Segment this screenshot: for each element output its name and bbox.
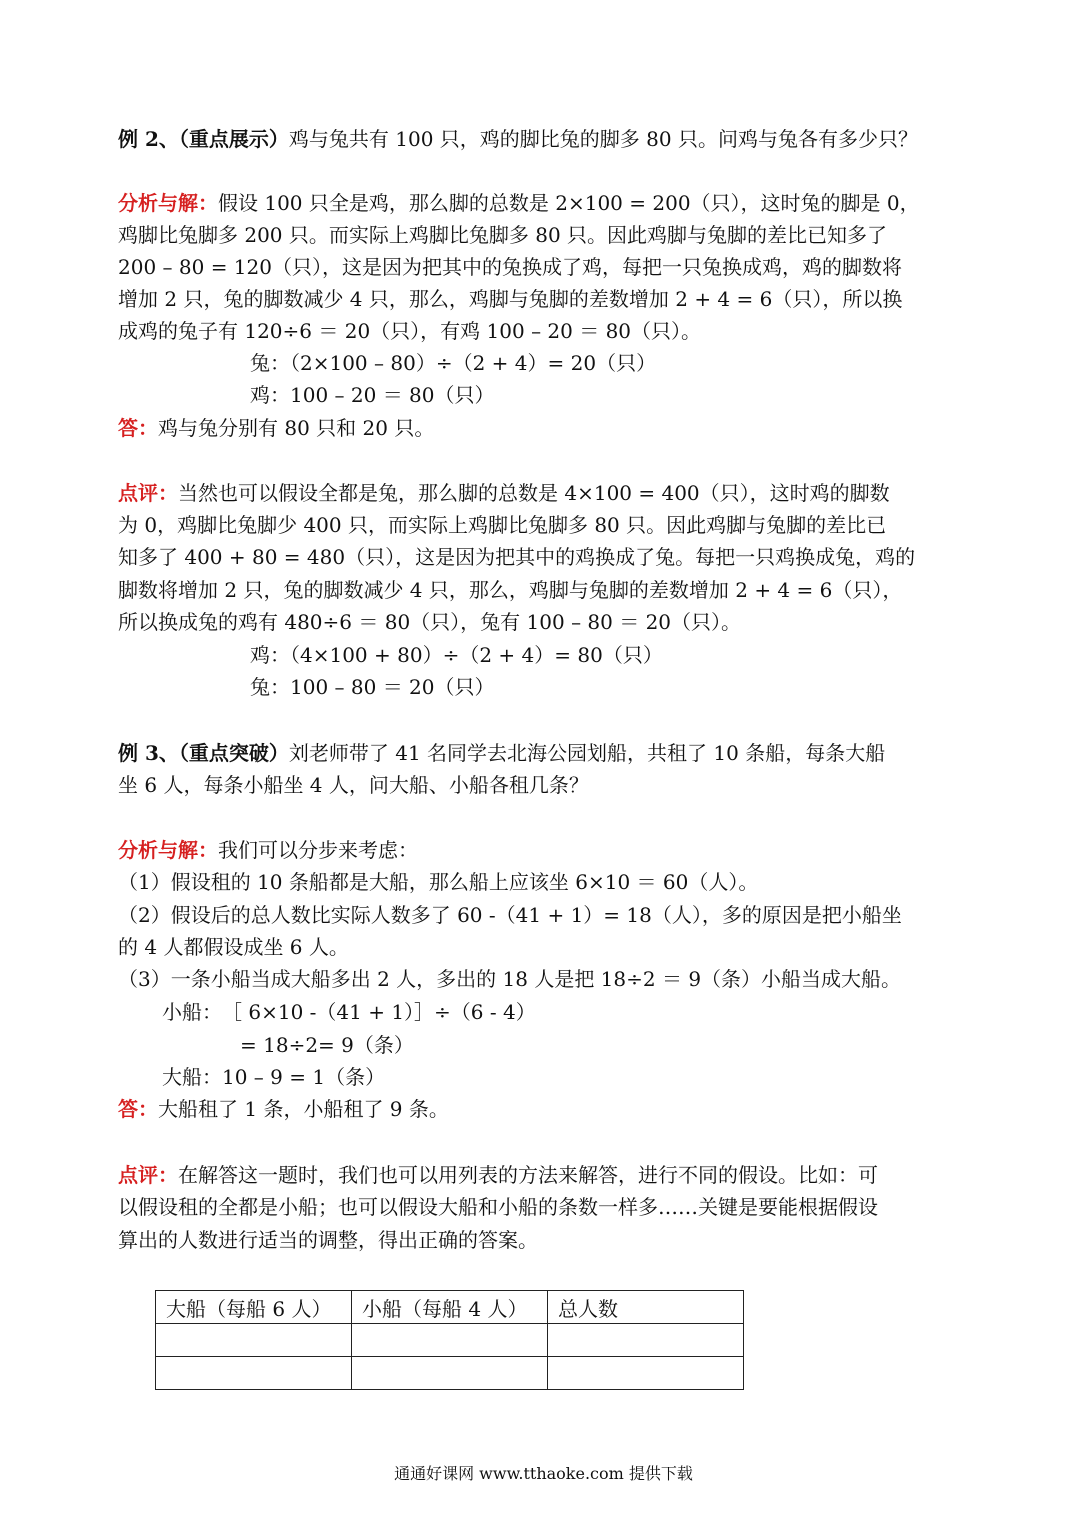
ex2-comment-label: 点评： <box>118 481 178 505</box>
ex2-comment-line-4: 脚数将增加 2 只，兔的脚数减少 4 只，那么，鸡脚与兔脚的差数增加 2 + 4 = 6（只）， <box>118 578 903 602</box>
table-cell <box>156 1324 352 1357</box>
ex3-step-3: （3）一条小船当成大船多出 2 人，多出的 18 人是把 18÷2 ＝ 9（条）小船当成大船。 <box>118 967 902 991</box>
ex3-answer-label: 答： <box>118 1097 158 1121</box>
table-cell <box>156 1357 352 1390</box>
ex2-comment-line-1: 点评：当然也可以假设全都是兔，那么脚的总数是 4×100 = 400（只），这时鸡的脚数 <box>118 481 890 505</box>
ex2-answer: 答：鸡与兔分别有 80 只和 20 只。 <box>118 416 435 440</box>
ex2-title <box>118 124 918 154</box>
ex3-step-2: （2）假设后的总人数比实际人数多了 60 -（41 + 1）= 18（人），多的原因是把小船坐 <box>118 903 902 927</box>
ex3-analysis-label: 分析与解： <box>118 838 218 862</box>
ex3-label: 例 3、 <box>118 741 179 765</box>
ex2-comment-line-3: 知多了 400 + 80 = 480（只），这是因为把其中的鸡换成了兔。每把一只鸡换成兔，鸡的 <box>118 545 916 569</box>
page-footer: 通通好课网 www.tthaoke.com 提供下载 <box>394 1464 693 1483</box>
table-header-cell: 总人数 <box>548 1291 744 1324</box>
ex3-comment-label: 点评： <box>118 1163 178 1187</box>
ex2-analysis-line-5: 成鸡的兔子有 120÷6 ＝ 20（只），有鸡 100 – 20 ＝ 80（只）。 <box>118 319 702 343</box>
ex3-answer: 答：大船租了 1 条，小船租了 9 条。 <box>118 1097 449 1121</box>
ex2-label: 例 2、 <box>118 127 179 151</box>
ex2-formula-1: 兔：（2×100 – 80）÷（2 + 4）= 20（只） <box>250 351 657 375</box>
table-row <box>156 1324 744 1357</box>
ex2-comment-line-2: 为 0，鸡脚比兔脚少 400 只，而实际上鸡脚比兔脚多 80 只。因此鸡脚与兔脚的差比已 <box>118 513 887 537</box>
ex2-analysis-line-2: 鸡脚比兔脚多 200 只。而实际上鸡脚比兔脚多 80 只。因此鸡脚与兔脚的差比已知多了 <box>118 223 888 247</box>
ex2-analysis-line-3: 200 – 80 = 120（只），这是因为把其中的兔换成了鸡，每把一只兔换成鸡，鸡的脚数将 <box>118 255 902 279</box>
ex3-comment-line-2: 以假设租的全都是小船；也可以假设大船和小船的条数一样多……关键是要能根据假设 <box>118 1195 878 1219</box>
ex3-calc-3: 大船：10 – 9 = 1（条） <box>162 1065 386 1089</box>
assumption-table <box>155 1290 744 1390</box>
table-cell <box>548 1324 744 1357</box>
table-cell <box>352 1357 548 1390</box>
ex2-comment-formula-2: 兔：100 – 80 ＝ 20（只） <box>250 675 495 699</box>
table-cell <box>548 1357 744 1390</box>
table-header-row <box>156 1291 744 1324</box>
table-row <box>156 1357 744 1390</box>
table-cell <box>352 1324 548 1357</box>
ex3-tag: （重点突破） <box>178 741 289 765</box>
ex2-tag: （重点展示） <box>178 127 289 151</box>
ex2-answer-label: 答： <box>118 416 158 440</box>
ex2-comment-formula-1: 鸡：（4×100 + 80）÷（2 + 4）= 80（只） <box>250 643 663 667</box>
ex2-formula-2: 鸡：100 – 20 ＝ 80（只） <box>250 383 495 407</box>
ex2-comment-line-5: 所以换成兔的鸡有 480÷6 ＝ 80（只），兔有 100 – 80 ＝ 20（只）。 <box>118 610 742 634</box>
ex3-comment-line-1: 点评：在解答这一题时，我们也可以用列表的方法来解答，进行不同的假设。比如：可 <box>118 1163 878 1187</box>
ex3-calc-2: = 18÷2= 9（条） <box>240 1033 414 1057</box>
ex2-question: 鸡与兔共有 100 只，鸡的脚比兔的脚多 80 只。问鸡与兔各有多少只？ <box>288 127 918 151</box>
ex2-analysis-line-4: 增加 2 只，兔的脚数减少 4 只，那么，鸡脚与兔脚的差数增加 2 + 4 = 6（只），所以换 <box>118 287 903 311</box>
ex3-title-line-2: 坐 6 人，每条小船坐 4 人，问大船、小船各租几条？ <box>118 773 589 797</box>
ex3-step-2-cont: 的 4 人都假设成坐 6 人。 <box>118 935 349 959</box>
ex2-analysis-label: 分析与解： <box>118 191 218 215</box>
ex3-calc-1: 小船： ［ 6×10 -（41 + 1）］÷（6 - 4） <box>162 1000 536 1024</box>
table-header-cell: 大船（每船 6 人） <box>156 1291 352 1324</box>
ex3-analysis: 分析与解：我们可以分步来考虑： <box>118 838 418 862</box>
ex3-step-1: （1）假设租的 10 条船都是大船，那么船上应该坐 6×10 ＝ 60（人）。 <box>118 870 759 894</box>
ex2-analysis-line-1: 分析与解：假设 100 只全是鸡，那么脚的总数是 2×100 = 200（只），这时兔的脚是 0， <box>118 191 920 215</box>
table-header-cell: 小船（每船 4 人） <box>352 1291 548 1324</box>
ex3-title-line-1: 例 3、（重点突破）刘老师带了 41 名同学去北海公园划船，共租了 10 条船，每条大船 <box>118 741 886 765</box>
ex3-comment-line-3: 算出的人数进行适当的调整，得出正确的答案。 <box>118 1228 538 1252</box>
